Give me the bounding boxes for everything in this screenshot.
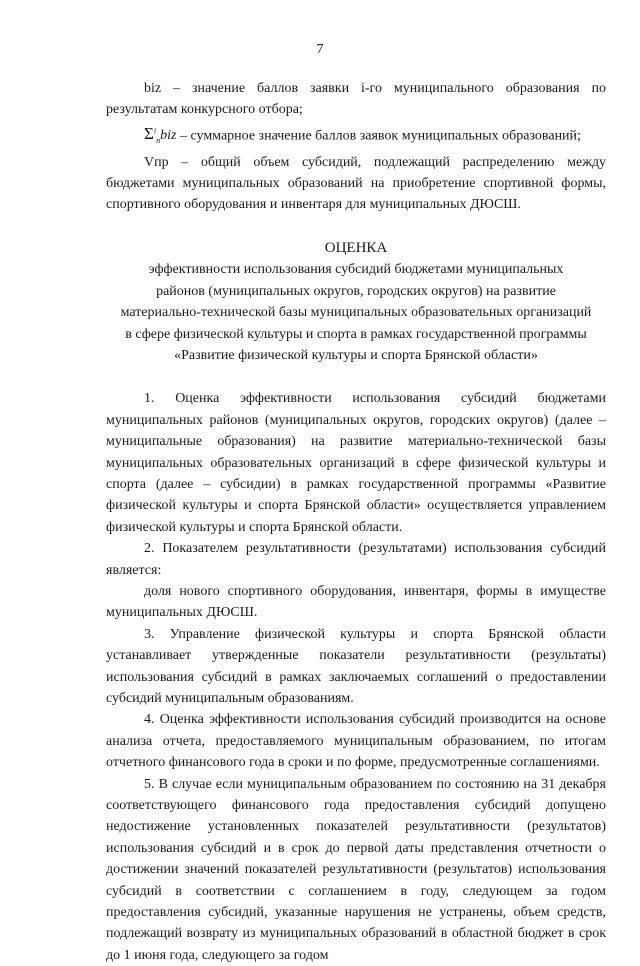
heading-subtitle-line: в сфере физической культуры и спорта в рамках государственной программы — [125, 326, 587, 342]
heading-subtitle-line: эффективности использования субсидий бюджетами муниципальных — [148, 262, 564, 278]
paragraph-2: 2. Показателем результативности (результатами) использования субсидий является: — [106, 541, 606, 578]
page-number: 7 — [316, 42, 324, 57]
sum-symbol: $\Sigma^i_nbiz$ — [144, 124, 177, 146]
definition-text: – суммарное значение баллов заявок муниципальных образований; — [176, 128, 581, 144]
definition-text: – общий объем субсидий, подлежащий распределению между бюджетами муниципальных образований на приобретение спортивной формы, спортивного оборудования и инвентаря для муниципальных ДЮСШ. — [106, 154, 606, 213]
definition-text: – значение баллов заявки i-го муниципального образования по результатам конкурсного отбора; — [106, 81, 606, 118]
paragraph-2-indicator: доля нового спортивного оборудования, инвентаря, формы в имуществе муниципальных ДЮСШ. — [106, 583, 606, 621]
definition-biz — [106, 78, 606, 121]
section-heading — [106, 238, 606, 366]
definition-symbol: biz — [144, 81, 162, 96]
definition-vpr — [106, 152, 606, 216]
heading-subtitle-line: «Развитие физической культуры и спорта Брянской области» — [174, 347, 538, 363]
paragraph-5: 5. В случае если муниципальным образованием по состоянию на 31 декабря соответствующего финансового года предоставления субсидий допущено недостижение установленных показателей результативности (результатов) использования субсидий и в срок до первой даты представления отчетности о достижении значений показателей результативности (результатов) использования субсидий в соответствии с соглашением в году, следующем за годом предоставления субсидий, указанные нарушения не устранены, объем средств, подлежащий возврату из муниципальных образований в областной бюджет в срок до 1 июня года, следующего за годом — [106, 776, 606, 963]
definition-symbol: Vпр — [144, 154, 169, 170]
heading-subtitle-line: районов (муниципальных округов, городских округов) на развитие — [156, 283, 556, 299]
heading-subtitle-line: материально-технической базы муниципальных образовательных организаций — [120, 305, 592, 321]
definition-sum-biz — [106, 121, 606, 152]
heading-title: ОЦЕНКА — [324, 239, 388, 256]
paragraph-1: 1. Оценка эффективности использования субсидий бюджетами муниципальных районов (муниципальных округов, городских округов) (далее – муниципальные образования) на развитие материально-технической базы муниципальных образовательных организаций в сфере физической культуры и спорта (далее – субсидии) в рамках государственной программы «Развитие физической культуры и спорта Брянской области» осуществляется управлением физической культуры и спорта Брянской области. — [106, 391, 606, 535]
paragraph-4: 4. Оценка эффективности использования субсидий производится на основе анализа отчета, предоставляемого муниципальным образованием, по итогам отчетного финансового года в сроки и по форме, предусмотренные соглашениями. — [106, 712, 606, 771]
paragraph-3: 3. Управление физической культуры и спорта Брянской области устанавливает утвержденные показатели результативности (результаты) использования субсидий в рамках заключаемых соглашений о предоставлении субсидий муниципальным образованиям. — [106, 626, 606, 707]
document-body — [106, 78, 606, 966]
